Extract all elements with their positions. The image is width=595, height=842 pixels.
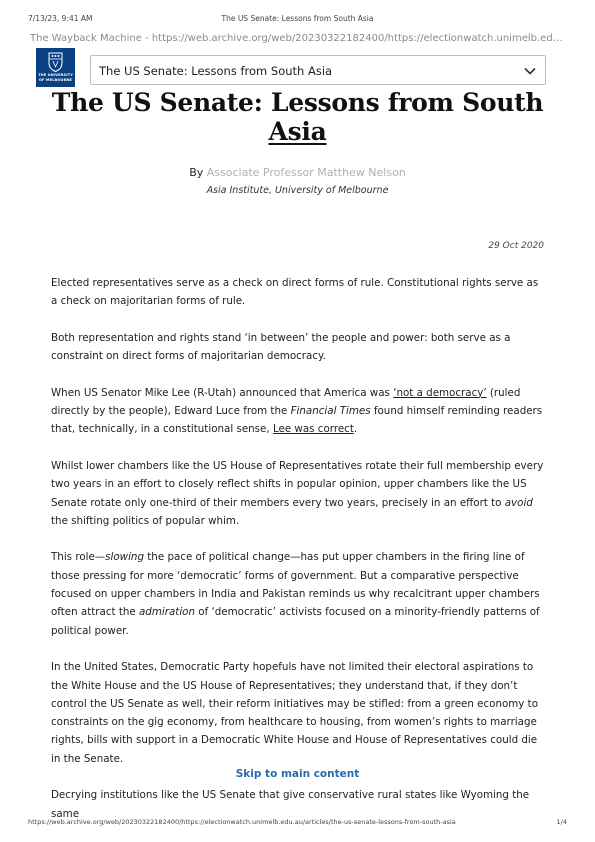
print-datetime: 7/13/23, 9:41 AM: [28, 14, 93, 23]
print-page-title: The US Senate: Lessons from South Asia: [221, 14, 374, 23]
author-affiliation: Asia Institute, University of Melbourne: [206, 185, 389, 196]
paragraph-3: [51, 384, 545, 439]
avoid-emphasis: avoid: [504, 496, 533, 509]
logo-text: THE UNIVERSITY OF MELBOURNE: [38, 73, 73, 82]
article-body: [51, 274, 545, 820]
p5-text-a: This role—: [51, 551, 106, 564]
not-a-democracy-link[interactable]: ‘not a democracy’: [393, 386, 487, 399]
slowing-emphasis: slowing: [105, 551, 144, 564]
paragraph-6: In the United States, Democratic Party hopefuls have not limited their electoral aspirations to the White House and the US House of Representatives; they understand that, if they don’t control the US Senate as well, their reform initiatives may be stifled: from a green economy to constraints on the gig economy, from healthcare to housing, from women’s rights to marriage rights, bills with support in a Democratic White House and House of Representatives could die in the Senate.: [51, 661, 539, 765]
p3-text-a: When US Senator Mike Lee (R-Utah) announced that America was: [51, 386, 394, 399]
print-page-number: 1/4: [556, 818, 567, 826]
byline-prefix: By: [189, 166, 204, 179]
author-link[interactable]: Associate Professor Matthew Nelson: [206, 166, 406, 179]
p3-text-d: .: [353, 423, 358, 436]
p4-text-a: Whilst lower chambers like the US House of Representatives rotate their full membership every two years in an effort to closely reflect shifts in popular opinion, upper chambers like the US Senate rotate only one-third of their members every two years, precisely in an effort to: [51, 459, 544, 509]
page-section-select[interactable]: [90, 55, 546, 85]
p4-text-b: the shifting politics of popular whim.: [51, 514, 240, 527]
publish-date: 29 Oct 2020: [488, 241, 544, 251]
p3-text-c: found himself reminding readers that, technically, in a constitutional sense,: [51, 405, 543, 436]
paragraph-1: Elected representatives serve as a check on direct forms of rule. Constitutional rights serve as a check on majoritarian forms of rule.: [51, 277, 539, 308]
paragraph-7: Decrying institutions like the US Senate that give conservative rural states like Wyoming the same: [51, 789, 530, 820]
print-footer: [28, 818, 567, 828]
paragraph-4: [51, 457, 545, 530]
print-header: [28, 14, 567, 26]
select-value: The US Senate: Lessons from South Asia: [99, 64, 333, 78]
byline: [0, 166, 595, 179]
p5-text-c: of ‘democratic’ activists focused on a minority-friendly patterns of political power.: [51, 606, 540, 637]
university-logo[interactable]: [36, 48, 75, 87]
article-title: [50, 88, 545, 146]
chevron-down-icon: [523, 64, 537, 78]
paragraph-2: Both representation and rights stand ‘in between’ the people and power: both serve as a constraint on direct forms of majoritarian democracy.: [51, 331, 511, 363]
university-crest-icon: [48, 52, 63, 72]
admiration-emphasis: admiration: [139, 606, 196, 619]
p3-text-b: (ruled directly by the people), Edward Luce from the: [51, 386, 521, 418]
paragraph-5: [51, 548, 545, 639]
wayback-bar[interactable]: The Wayback Machine - https://web.archive.org/web/20230322182400/https://electionwatch.unimelb.ed…: [30, 33, 563, 44]
lee-was-correct-link[interactable]: Lee was correct: [272, 423, 354, 436]
print-url: https://web.archive.org/web/20230322182400/https://electionwatch.unimelb.edu.au/articles/the-us-senate-lessons-from-south-asia: [28, 818, 456, 826]
financial-times-text: Financial Times: [290, 405, 371, 418]
title-line-2[interactable]: Asia: [268, 117, 327, 146]
skip-to-main-content-link[interactable]: Skip to main content: [235, 768, 360, 780]
p5-text-b: the pace of political change—has put upper chambers in the firing line of those pressing for more ‘democratic’ forms of government. But a comparative perspective focused on upper chambers in India and Pakistan reminds us why recalcitrant upper chambers often attract the: [51, 551, 540, 619]
title-line-1: The US Senate: Lessons from South: [51, 88, 544, 117]
